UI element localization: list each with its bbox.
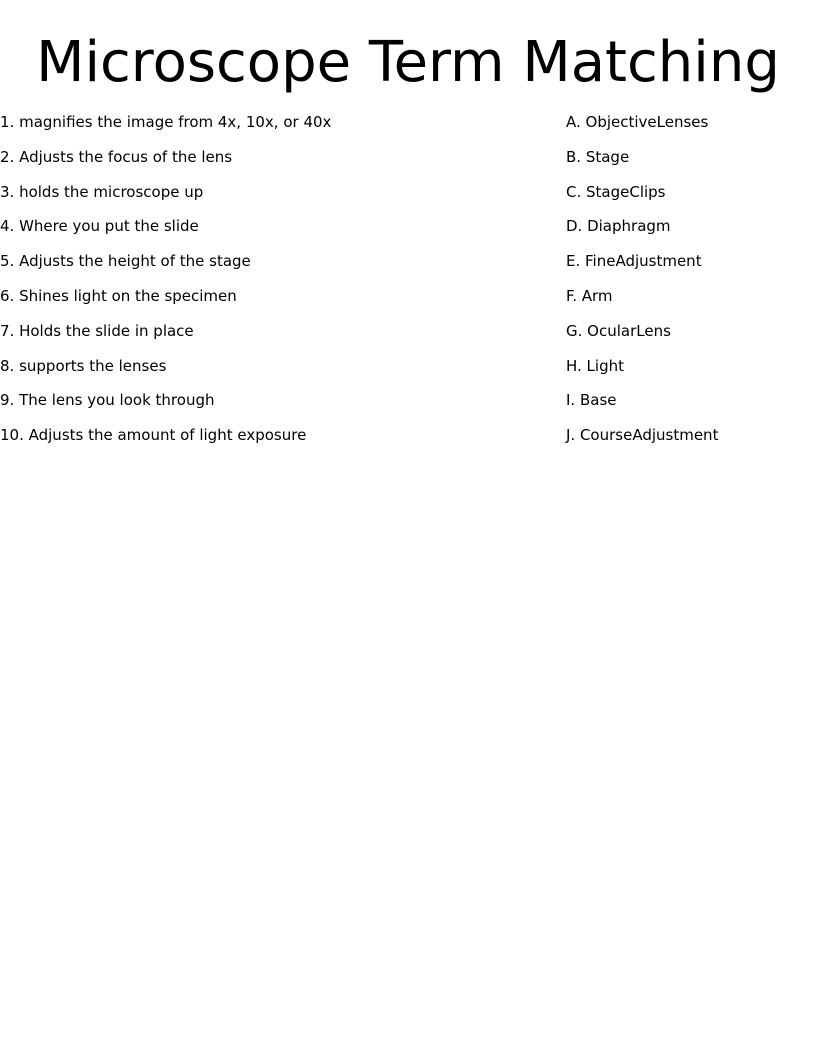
clue-item: 10. Adjusts the amount of light exposure (0, 426, 307, 445)
term-item: D. Diaphragm (566, 217, 671, 236)
term-item: B. Stage (566, 147, 630, 166)
term-item: J. CourseAdjustment (566, 426, 719, 445)
clue-item: 2. Adjusts the focus of the lens (0, 147, 233, 166)
term-item: I. Base (566, 391, 617, 410)
page-title: Microscope Term Matching (36, 30, 780, 95)
clue-item: 9. The lens you look through (0, 391, 215, 410)
term-item: C. StageClips (566, 182, 666, 201)
term-list (566, 111, 806, 459)
clue-item: 8. supports the lenses (0, 356, 167, 375)
term-item: A. ObjectiveLenses (566, 113, 709, 131)
clue-list (0, 111, 540, 459)
term-item: G. OcularLens (566, 321, 671, 340)
clue-item: 6. Shines light on the specimen (0, 286, 237, 305)
clue-item: 7. Holds the slide in place (0, 321, 194, 340)
term-item: E. FineAdjustment (566, 252, 702, 271)
clue-item: 4. Where you put the slide (0, 217, 199, 236)
clue-item: 5. Adjusts the height of the stage (0, 252, 251, 271)
term-item: F. Arm (566, 286, 613, 305)
clue-item: 3. holds the microscope up (0, 182, 204, 201)
clue-item: 1. magnifies the image from 4x, 10x, or 40x (0, 113, 332, 131)
term-item: H. Light (566, 356, 624, 375)
